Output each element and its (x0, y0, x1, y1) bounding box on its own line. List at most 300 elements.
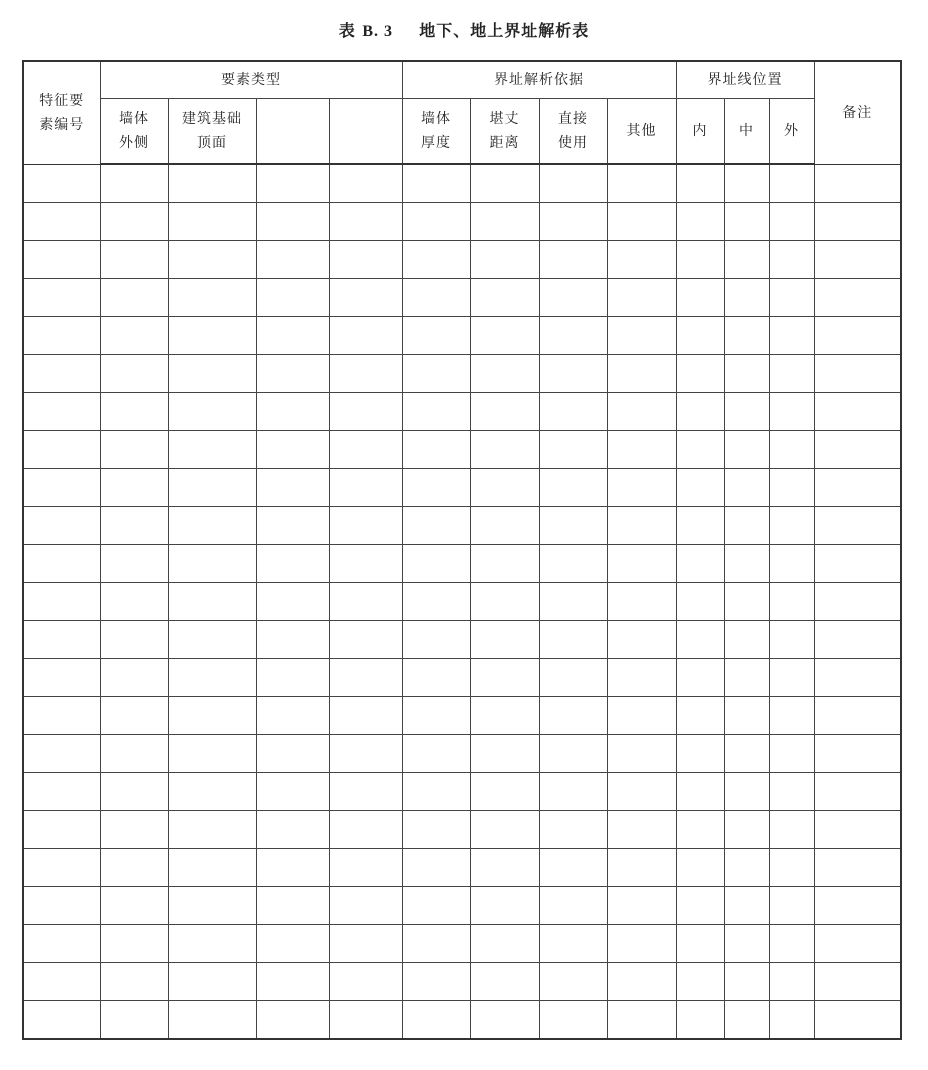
table-cell (100, 1001, 168, 1040)
table-cell (23, 583, 100, 621)
table-cell (539, 203, 607, 241)
table-cell (23, 621, 100, 659)
table-cell (769, 887, 814, 925)
header-position-outer: 外 (769, 99, 814, 165)
table-cell (256, 773, 329, 811)
table-cell (23, 393, 100, 431)
table-row (23, 887, 901, 925)
table-cell (769, 773, 814, 811)
table-cell (814, 431, 901, 469)
header-foundation-top (168, 99, 256, 165)
table-cell (256, 925, 329, 963)
table-cell (724, 925, 769, 963)
header-wall-thickness (402, 99, 470, 165)
table-cell (256, 393, 329, 431)
table-row (23, 849, 901, 887)
table-cell (168, 583, 256, 621)
table-cell (539, 164, 607, 203)
table-cell (769, 849, 814, 887)
table-cell (814, 925, 901, 963)
table-cell (724, 164, 769, 203)
table-cell (402, 317, 470, 355)
table-body (23, 164, 901, 1039)
table-cell (470, 963, 539, 1001)
table-cell (256, 317, 329, 355)
table-cell (402, 1001, 470, 1040)
table-cell (329, 431, 402, 469)
table-cell (329, 393, 402, 431)
table-cell (724, 773, 769, 811)
table-cell (539, 431, 607, 469)
table-cell (539, 279, 607, 317)
table-cell (100, 355, 168, 393)
table-cell (168, 621, 256, 659)
table-cell (168, 773, 256, 811)
table-cell (724, 659, 769, 697)
table-cell (23, 887, 100, 925)
table-cell (100, 393, 168, 431)
table-cell (676, 393, 724, 431)
table-cell (676, 545, 724, 583)
table-cell (168, 469, 256, 507)
table-cell (769, 621, 814, 659)
table-cell (769, 925, 814, 963)
table-cell (769, 355, 814, 393)
table-cell (168, 697, 256, 735)
table-cell (256, 241, 329, 279)
table-row (23, 241, 901, 279)
table-cell (607, 849, 676, 887)
table-cell (470, 811, 539, 849)
table-cell (23, 811, 100, 849)
table-cell (607, 887, 676, 925)
table-cell (256, 507, 329, 545)
table-cell (402, 849, 470, 887)
table-row (23, 164, 901, 203)
table-cell (607, 317, 676, 355)
table-cell (814, 887, 901, 925)
table-cell (814, 317, 901, 355)
table-cell (402, 355, 470, 393)
table-cell (539, 659, 607, 697)
table-cell (607, 203, 676, 241)
table-row (23, 963, 901, 1001)
table-cell (676, 431, 724, 469)
table-cell (724, 241, 769, 279)
table-cell (539, 507, 607, 545)
table-cell (814, 545, 901, 583)
table-cell (470, 203, 539, 241)
table-cell (724, 621, 769, 659)
table-cell (23, 773, 100, 811)
table-cell (769, 203, 814, 241)
table-cell (470, 279, 539, 317)
table-cell (769, 697, 814, 735)
table-cell (168, 317, 256, 355)
table-cell (769, 963, 814, 1001)
table-row (23, 431, 901, 469)
table-cell (539, 849, 607, 887)
table-cell (607, 545, 676, 583)
table-cell (724, 963, 769, 1001)
table-title (0, 18, 928, 41)
table-row (23, 811, 901, 849)
table-cell (168, 811, 256, 849)
table-row (23, 925, 901, 963)
table-row (23, 393, 901, 431)
table-cell (168, 279, 256, 317)
table-row (23, 317, 901, 355)
table-cell (814, 203, 901, 241)
table-cell (256, 355, 329, 393)
table-cell (329, 279, 402, 317)
table-cell (470, 659, 539, 697)
table-cell (100, 203, 168, 241)
header-element-type: 要素类型 (100, 61, 402, 99)
table-cell (607, 963, 676, 1001)
table-cell (329, 773, 402, 811)
table-cell (724, 735, 769, 773)
table-row (23, 1001, 901, 1040)
table-cell (402, 507, 470, 545)
table-cell (329, 203, 402, 241)
table-cell (814, 355, 901, 393)
table-cell (329, 1001, 402, 1040)
table-cell (402, 279, 470, 317)
table-cell (607, 431, 676, 469)
table-cell (676, 317, 724, 355)
table-cell (402, 469, 470, 507)
table-row (23, 621, 901, 659)
table-cell (814, 164, 901, 203)
table-cell (100, 317, 168, 355)
header-feature-id-line2: 素编号 (39, 116, 85, 133)
table-row (23, 697, 901, 735)
table-row (23, 773, 901, 811)
table-cell (23, 545, 100, 583)
table-row (23, 507, 901, 545)
table-cell (470, 393, 539, 431)
table-cell (168, 507, 256, 545)
table-cell (724, 393, 769, 431)
table-cell (676, 1001, 724, 1040)
table-cell (100, 963, 168, 1001)
table-cell (256, 735, 329, 773)
table-cell (470, 735, 539, 773)
table-cell (329, 355, 402, 393)
table-cell (329, 963, 402, 1001)
table-cell (769, 164, 814, 203)
table-cell (100, 659, 168, 697)
table-cell (23, 241, 100, 279)
table-cell (470, 887, 539, 925)
table-cell (329, 887, 402, 925)
table-row (23, 659, 901, 697)
table-cell (676, 507, 724, 545)
table-cell (256, 545, 329, 583)
table-cell (402, 393, 470, 431)
header-position-middle: 中 (724, 99, 769, 165)
table-cell (256, 697, 329, 735)
table-cell (470, 621, 539, 659)
table-cell (100, 507, 168, 545)
table-cell (23, 849, 100, 887)
table-cell (769, 659, 814, 697)
table-cell (100, 621, 168, 659)
table-cell (329, 925, 402, 963)
table-cell (256, 963, 329, 1001)
table-cell (256, 469, 329, 507)
table-cell (769, 545, 814, 583)
table-cell (329, 164, 402, 203)
table-cell (539, 317, 607, 355)
table-cell (470, 431, 539, 469)
title-text: 地下、地上界址解析表 (419, 21, 590, 40)
table-cell (100, 431, 168, 469)
table-cell (470, 545, 539, 583)
header-survey-distance-line1: 堪丈 (489, 111, 520, 127)
table-cell (769, 507, 814, 545)
table-cell (676, 811, 724, 849)
table-cell (676, 203, 724, 241)
table-cell (256, 621, 329, 659)
table-cell (168, 355, 256, 393)
table-cell (256, 431, 329, 469)
table-cell (256, 849, 329, 887)
table-cell (607, 507, 676, 545)
table-cell (769, 583, 814, 621)
table-cell (607, 811, 676, 849)
table-cell (724, 469, 769, 507)
table-cell (402, 697, 470, 735)
table-cell (100, 925, 168, 963)
table-cell (769, 431, 814, 469)
header-survey-distance-line2: 距离 (489, 135, 520, 151)
table-cell (402, 583, 470, 621)
table-cell (814, 507, 901, 545)
table-cell (814, 811, 901, 849)
table-cell (23, 164, 100, 203)
header-basis: 界址解析依据 (402, 61, 676, 99)
table-cell (256, 279, 329, 317)
table-cell (607, 773, 676, 811)
table-cell (329, 697, 402, 735)
table-cell (168, 431, 256, 469)
table-cell (539, 963, 607, 1001)
table-cell (470, 773, 539, 811)
table-cell (329, 735, 402, 773)
table-cell (470, 507, 539, 545)
table-cell (470, 241, 539, 279)
table-cell (402, 241, 470, 279)
table-cell (470, 583, 539, 621)
title-prefix: 表 (338, 21, 356, 40)
table-cell (329, 849, 402, 887)
header-wall-thickness-line2: 厚度 (421, 135, 451, 151)
table-cell (470, 925, 539, 963)
table-cell (607, 735, 676, 773)
table-cell (256, 583, 329, 621)
table-cell (724, 887, 769, 925)
table-cell (168, 241, 256, 279)
table-row (23, 355, 901, 393)
table-cell (329, 469, 402, 507)
table-cell (329, 621, 402, 659)
table-cell (724, 279, 769, 317)
table-cell (256, 887, 329, 925)
header-blank-b (329, 99, 402, 165)
table-row (23, 735, 901, 773)
header-direct-use-line1: 直接 (558, 111, 588, 127)
table-cell (402, 773, 470, 811)
table-row (23, 583, 901, 621)
table-cell (402, 621, 470, 659)
table-cell (402, 659, 470, 697)
table-cell (607, 393, 676, 431)
table-cell (23, 963, 100, 1001)
table-cell (676, 659, 724, 697)
table-cell (769, 1001, 814, 1040)
table-cell (676, 925, 724, 963)
table-cell (724, 203, 769, 241)
table-cell (676, 469, 724, 507)
table-cell (402, 963, 470, 1001)
table-cell (23, 203, 100, 241)
table-cell (100, 469, 168, 507)
table-cell (402, 431, 470, 469)
table-cell (402, 164, 470, 203)
table-cell (676, 773, 724, 811)
table-cell (724, 317, 769, 355)
table-cell (539, 1001, 607, 1040)
header-row-2 (23, 99, 901, 165)
table-cell (100, 697, 168, 735)
table-cell (256, 203, 329, 241)
table-cell (539, 241, 607, 279)
table-cell (100, 545, 168, 583)
table-cell (814, 469, 901, 507)
table-cell (470, 317, 539, 355)
header-wall-outer-line1: 墙体 (119, 111, 149, 127)
table-cell (607, 241, 676, 279)
table-cell (607, 621, 676, 659)
table-cell (168, 1001, 256, 1040)
table-cell (23, 659, 100, 697)
table-cell (607, 164, 676, 203)
header-line-position: 界址线位置 (676, 61, 814, 99)
table-cell (100, 164, 168, 203)
table-cell (100, 735, 168, 773)
table-cell (607, 925, 676, 963)
table-row (23, 469, 901, 507)
header-survey-distance (470, 99, 539, 165)
table-cell (470, 1001, 539, 1040)
table-cell (539, 735, 607, 773)
table-cell (676, 849, 724, 887)
table-cell (23, 317, 100, 355)
table-cell (814, 1001, 901, 1040)
table-cell (724, 1001, 769, 1040)
table-cell (539, 773, 607, 811)
table-cell (724, 507, 769, 545)
table-cell (676, 963, 724, 1001)
table-cell (23, 925, 100, 963)
table-cell (607, 1001, 676, 1040)
table-row (23, 203, 901, 241)
table-cell (814, 849, 901, 887)
table-cell (329, 317, 402, 355)
table-cell (168, 963, 256, 1001)
table-cell (168, 164, 256, 203)
table-cell (402, 203, 470, 241)
table-cell (402, 925, 470, 963)
table-cell (676, 583, 724, 621)
table-cell (23, 1001, 100, 1040)
header-remark: 备注 (814, 61, 901, 164)
table-cell (470, 164, 539, 203)
table-cell (539, 545, 607, 583)
table-cell (724, 545, 769, 583)
table-cell (814, 659, 901, 697)
table-cell (814, 621, 901, 659)
table-cell (539, 925, 607, 963)
table-cell (676, 279, 724, 317)
table-cell (100, 811, 168, 849)
table-cell (676, 621, 724, 659)
table-cell (814, 583, 901, 621)
table-cell (168, 887, 256, 925)
table-cell (539, 697, 607, 735)
table-cell (100, 583, 168, 621)
table-cell (256, 1001, 329, 1040)
table-cell (23, 735, 100, 773)
table-cell (676, 355, 724, 393)
table-cell (769, 469, 814, 507)
table-cell (168, 849, 256, 887)
table-cell (539, 393, 607, 431)
header-foundation-top-line2: 顶面 (197, 135, 227, 151)
table-cell (539, 811, 607, 849)
table-cell (256, 164, 329, 203)
table-cell (539, 355, 607, 393)
table-cell (402, 887, 470, 925)
boundary-analysis-table (22, 60, 902, 1040)
table-cell (814, 393, 901, 431)
table-cell (676, 735, 724, 773)
table-cell (539, 469, 607, 507)
table-cell (607, 279, 676, 317)
table-cell (814, 735, 901, 773)
table-cell (539, 621, 607, 659)
table-cell (539, 583, 607, 621)
table-cell (168, 735, 256, 773)
table-cell (168, 545, 256, 583)
table-cell (256, 659, 329, 697)
table-cell (814, 279, 901, 317)
table-cell (470, 849, 539, 887)
table-cell (329, 507, 402, 545)
table-cell (676, 164, 724, 203)
table-cell (329, 659, 402, 697)
table-cell (769, 811, 814, 849)
table-cell (724, 697, 769, 735)
table-cell (168, 925, 256, 963)
header-foundation-top-line1: 建筑基础 (182, 111, 242, 127)
table-cell (814, 963, 901, 1001)
table-cell (676, 887, 724, 925)
table-cell (769, 241, 814, 279)
header-feature-id-line1: 特征要 (39, 92, 85, 109)
